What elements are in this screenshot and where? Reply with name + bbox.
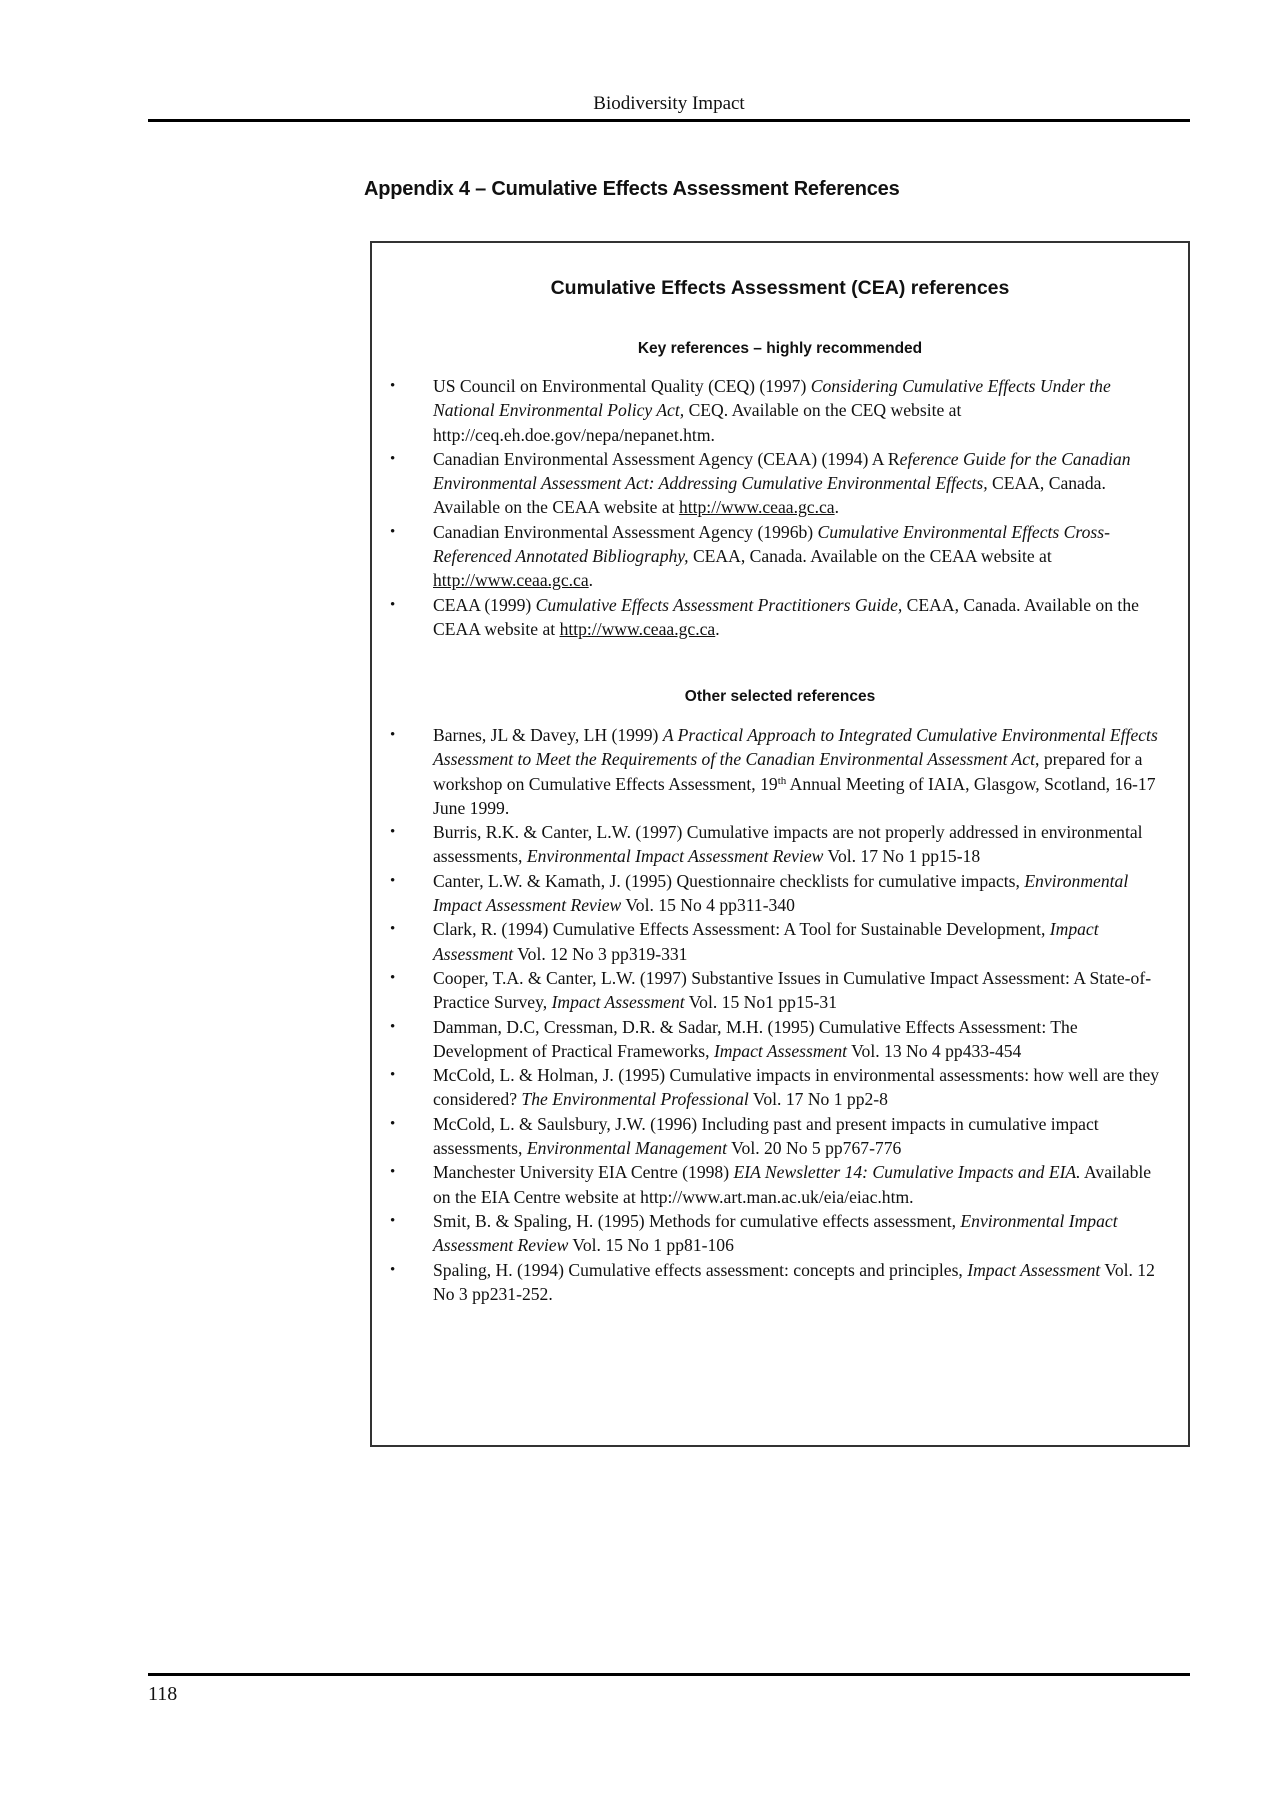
reference-item: • Cooper, T.A. & Canter, L.W. (1997) Substantive Issues in Cumulative Impact Assessment: A State-of-Practice Survey, Impact Assessment Vol. 15 No1 pp15-31	[390, 967, 1152, 1013]
box-title: Cumulative Effects Assessment (CEA) references	[550, 277, 1010, 299]
reference-item: • Canter, L.W. & Kamath, J. (1995) Questionnaire checklists for cumulative impacts, Environmental Impact Assessment Review Vol. 15 No 4 pp311-340	[390, 870, 1129, 916]
key-references-heading: Key references – highly recommended	[637, 340, 923, 357]
page-number: 118	[148, 1683, 178, 1705]
reference-item: • Spaling, H. (1994) Cumulative effects assessment: concepts and principles, Impact Assessment Vol. 12 No 3 pp231-252.	[390, 1259, 1155, 1304]
header-rule	[148, 119, 1190, 122]
appendix-title: Appendix 4 – Cumulative Effects Assessment References	[364, 178, 900, 200]
key-references-list	[372, 374, 1188, 641]
reference-item: • McCold, L. & Saulsbury, J.W. (1996) Including past and present impacts in cumulative impact assessments, Environmental Management Vol. 20 No 5 pp767-776	[390, 1113, 1099, 1159]
bullet-icon: •	[390, 1164, 396, 1181]
bullet-icon: •	[390, 596, 396, 613]
references-box	[370, 241, 1190, 1447]
reference-item: • Damman, D.C, Cressman, D.R. & Sadar, M.H. (1995) Cumulative Effects Assessment: The Development of Practical Frameworks, Impact Assessment Vol. 13 No 4 pp433-454	[390, 1016, 1078, 1061]
bullet-icon: •	[390, 872, 396, 889]
bullet-icon: •	[390, 1261, 396, 1278]
bullet-icon: •	[390, 1212, 396, 1229]
reference-item: • McCold, L. & Holman, J. (1995) Cumulative impacts in environmental assessments: how well are they considered? The Environmental Professional Vol. 17 No 1 pp2-8	[390, 1065, 1160, 1110]
footer-rule	[148, 1673, 1190, 1676]
ceaa-website-link[interactable]: http://www.ceaa.gc.ca	[678, 497, 835, 518]
reference-item: • Canadian Environmental Assessment Agency (1996b) Cumulative Environmental Effects Cross-Referenced Annotated Bibliography, CEAA, Canada. Available on the CEAA website at http://www.ceaa.gc.ca.	[390, 521, 1110, 591]
other-references-list	[372, 723, 1188, 1306]
reference-item: • Barnes, JL & Davey, LH (1999) A Practical Approach to Integrated Cumulative Environmental Effects Assessment to Meet the Requirements of the Canadian Environmental Assessment Act, prepared for a workshop on Cumulative Effects Assessment, 19th Annual Meeting of IAIA, Glasgow, Scotland, 16-17 June 1999.	[390, 725, 1158, 818]
running-header: Biodiversity Impact	[593, 93, 745, 114]
reference-item: • CEAA (1999) Cumulative Effects Assessment Practitioners Guide, CEAA, Canada. Available on the CEAA website at http://www.ceaa.gc.ca.	[390, 594, 1139, 639]
other-references-heading: Other selected references	[684, 688, 876, 705]
bullet-icon: •	[390, 378, 396, 394]
bullet-icon: •	[390, 727, 396, 743]
ceaa-website-link[interactable]: http://www.ceaa.gc.ca	[559, 618, 716, 639]
bullet-icon: •	[390, 1067, 396, 1084]
bullet-icon: •	[390, 1115, 396, 1132]
bullet-icon: •	[390, 969, 396, 986]
bullet-icon: •	[390, 824, 396, 841]
ceaa-website-link[interactable]: http://www.ceaa.gc.ca	[433, 570, 589, 591]
bullet-icon: •	[390, 450, 396, 467]
bullet-icon: •	[390, 523, 396, 540]
bullet-icon: •	[390, 1018, 396, 1035]
reference-item: • Canadian Environmental Assessment Agency (CEAA) (1994) A Reference Guide for the Canadian Environmental Assessment Act: Addressing Cumulative Environmental Effects, CEAA, Canada. Available on the CEAA website at http://www.ceaa.gc.ca.	[390, 448, 1131, 518]
reference-item: • US Council on Environmental Quality (CEQ) (1997) Considering Cumulative Effects Under the National Environmental Policy Act, CEQ. Available on the CEQ website at http://ceq.eh.doe.gov/nepa/nepanet.htm.	[390, 376, 1111, 445]
reference-item: • Clark, R. (1994) Cumulative Effects Assessment: A Tool for Sustainable Development, Impact Assessment Vol. 12 No 3 pp319-331	[390, 919, 1099, 964]
reference-item: • Smit, B. & Spaling, H. (1995) Methods for cumulative effects assessment, Environmental Impact Assessment Review Vol. 15 No 1 pp81-106	[390, 1210, 1118, 1256]
reference-item: • Manchester University EIA Centre (1998) EIA Newsletter 14: Cumulative Impacts and EIA. Available on the EIA Centre website at http://www.art.man.ac.uk/eia/eiac.htm.	[390, 1162, 1152, 1207]
reference-item: • Burris, R.K. & Canter, L.W. (1997) Cumulative impacts are not properly addressed in environmental assessments, Environmental Impact Assessment Review Vol. 17 No 1 pp15-18	[390, 822, 1143, 867]
bullet-icon: •	[390, 921, 396, 938]
